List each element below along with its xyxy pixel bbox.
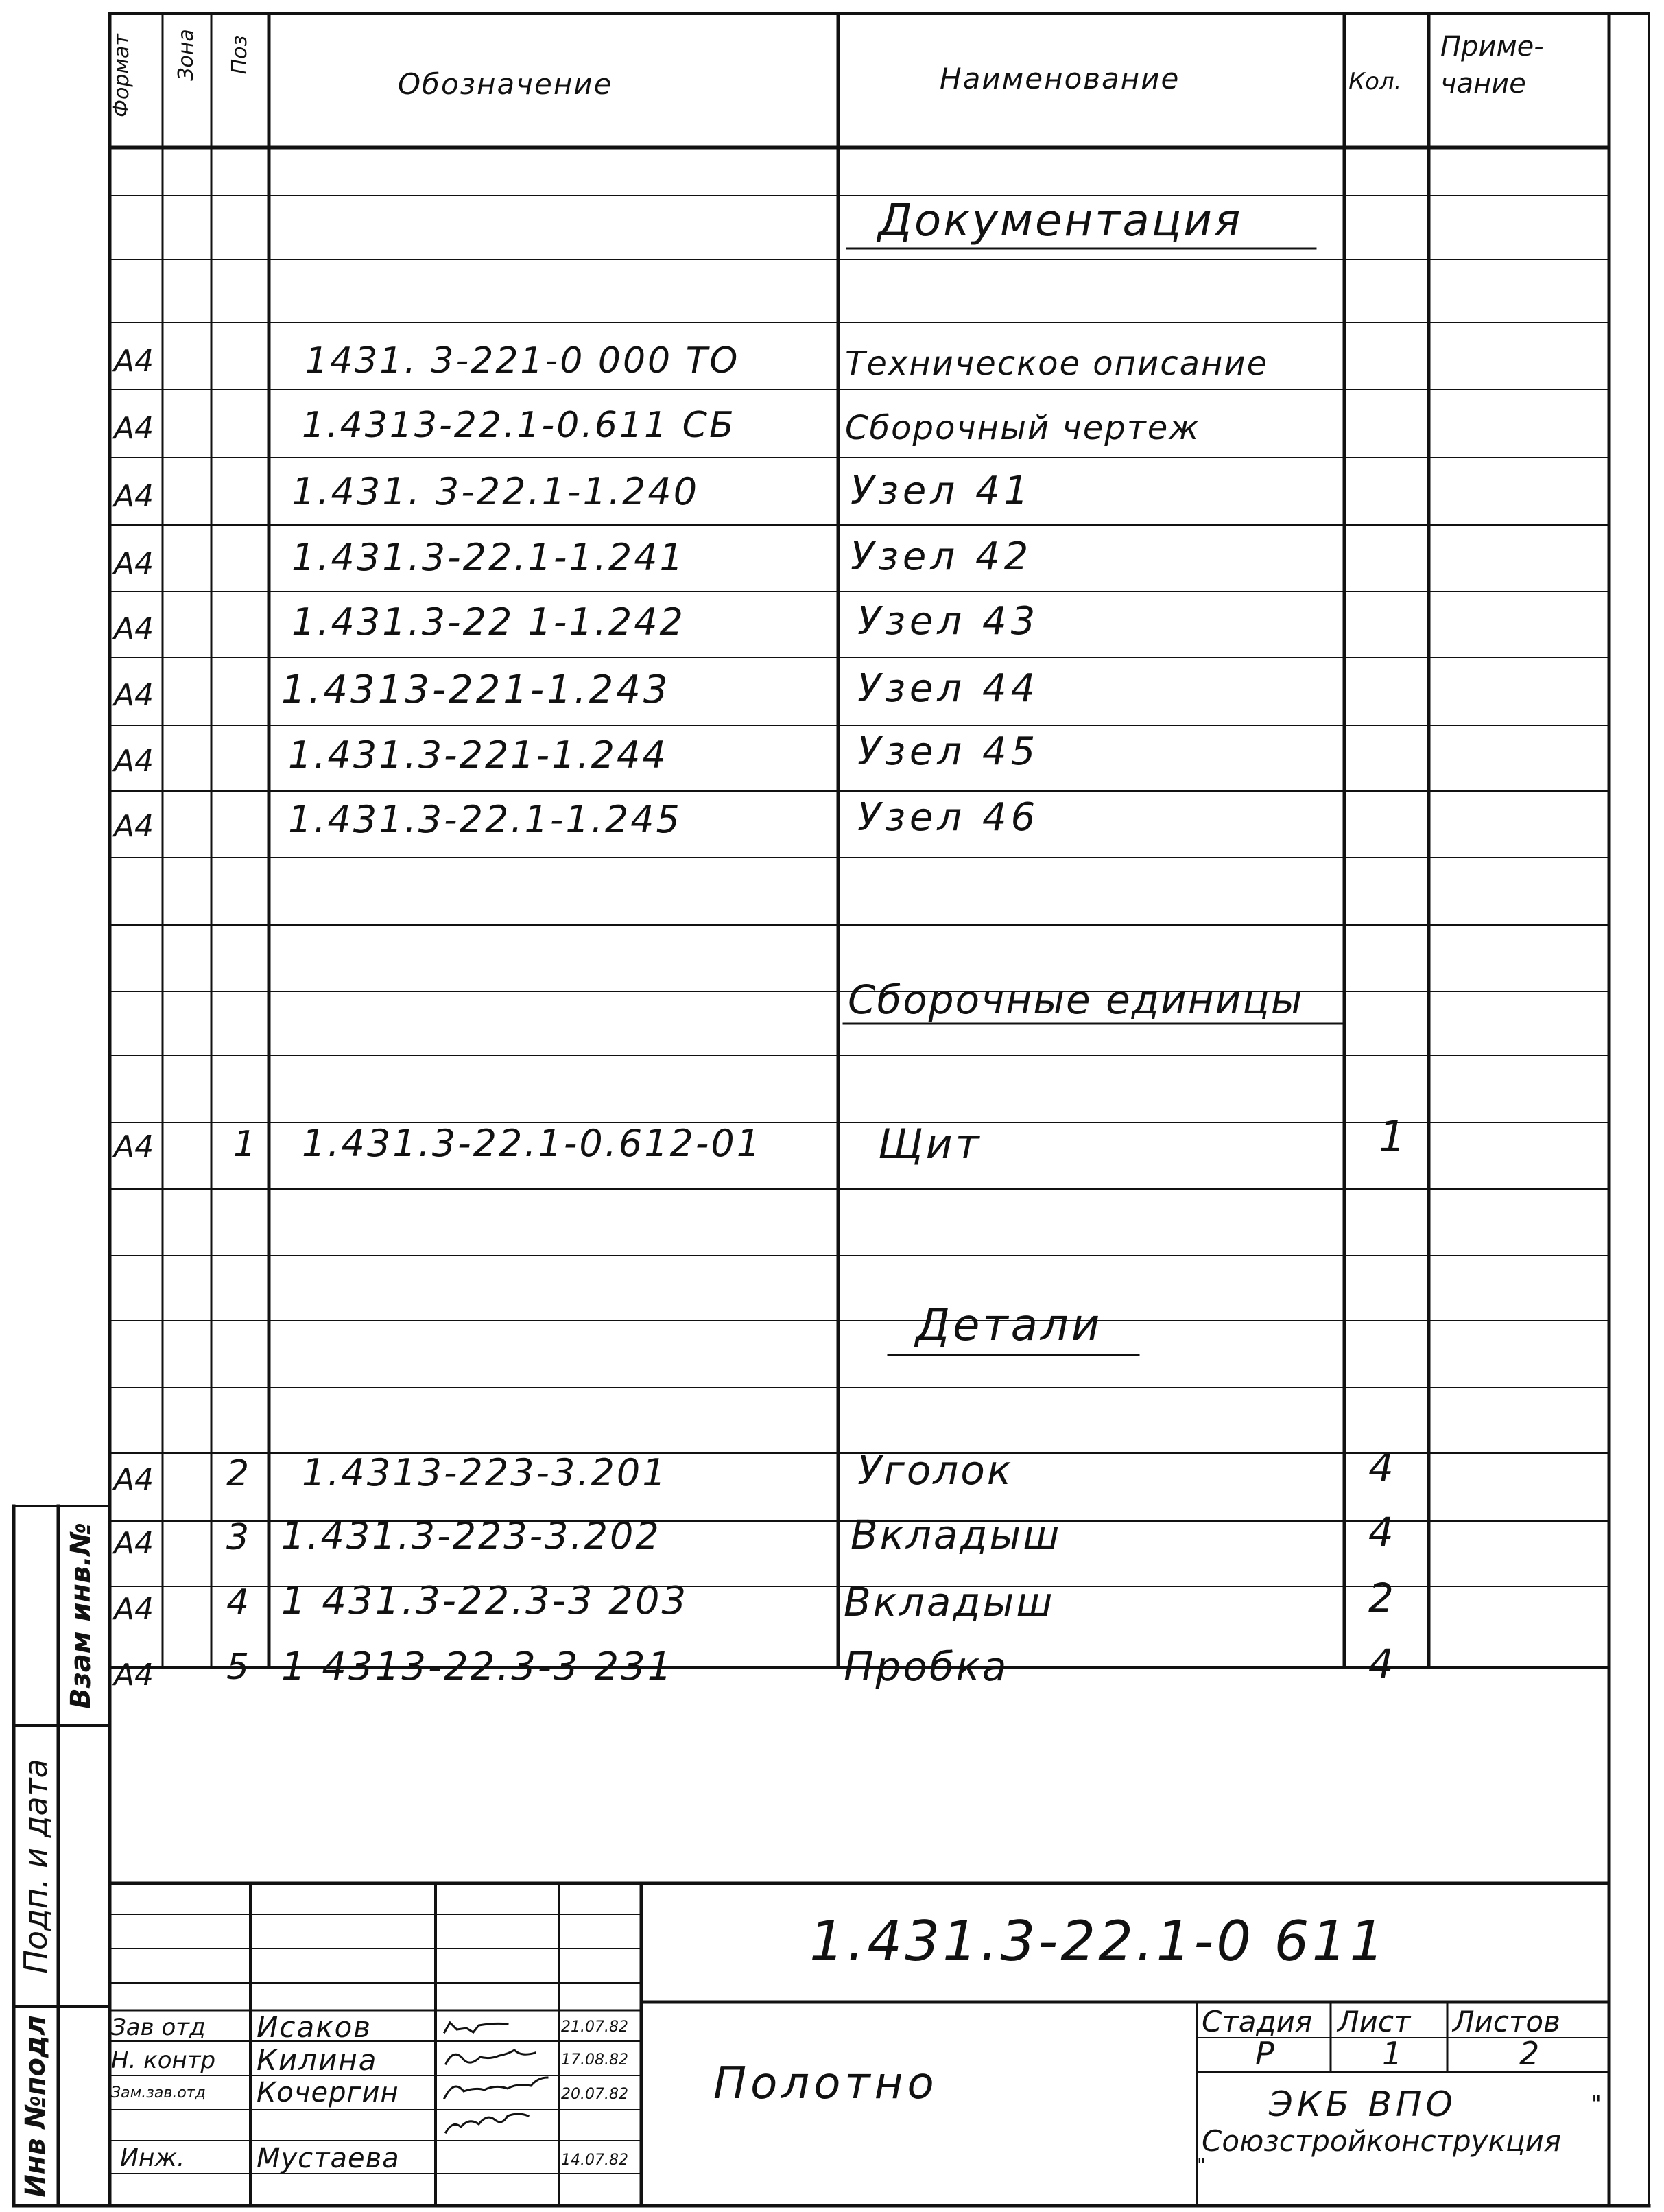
doc-row-format: А4 — [114, 611, 154, 646]
signer-date: 14.07.82 — [561, 2152, 628, 2169]
signer-name: Кочергин — [257, 2077, 399, 2108]
doc-row-name: Узел 46 — [857, 795, 1040, 840]
doc-row-name: Узел 45 — [857, 729, 1040, 774]
detail-row-qty: 2 — [1368, 1575, 1394, 1621]
document-title: Полотно — [713, 2058, 938, 2109]
doc-row-name: Узел 43 — [857, 599, 1040, 644]
doc-row-name: Сборочный чертеж — [845, 409, 1200, 447]
header-qty: Кол. — [1348, 68, 1402, 95]
doc-row-designation: 1.431.3-22.1-1.241 — [292, 536, 685, 579]
signer-date: 17.08.82 — [561, 2051, 628, 2069]
signer-role: Зам.зав.отд — [111, 2084, 206, 2102]
doc-row-format: А4 — [114, 411, 154, 446]
stage-label: Стадия — [1202, 2005, 1313, 2038]
doc-row-format: А4 — [114, 344, 154, 379]
doc-row-designation: 1.431.3-221-1.244 — [288, 733, 668, 777]
detail-row-qty: 4 — [1368, 1509, 1394, 1555]
detail-row-pos: 4 — [226, 1582, 250, 1623]
detail-row-name: Вкладыш — [851, 1511, 1062, 1558]
doc-row-name: Узел 42 — [851, 534, 1033, 579]
assembly-row-name: Щит — [878, 1120, 982, 1168]
detail-row-format: А4 — [114, 1462, 154, 1497]
detail-row-pos: 3 — [226, 1517, 250, 1558]
doc-row-format: А4 — [114, 479, 154, 514]
header-note-line2: чание — [1440, 68, 1526, 99]
detail-row-pos: 5 — [226, 1647, 250, 1688]
doc-row-designation: 1.431. 3-22.1-1.240 — [292, 470, 700, 513]
signature-mustaeva — [446, 2114, 528, 2132]
org-quote-open: " — [1197, 2154, 1206, 2176]
assembly-row-qty: 1 — [1379, 1111, 1406, 1162]
doc-row-format: А4 — [114, 809, 154, 844]
org-name-line2: Союзстройконструкция — [1202, 2124, 1562, 2158]
doc-row-designation: 1.4313-22.1-0.611 СБ — [302, 405, 736, 446]
signer-name: Мустаева — [257, 2143, 400, 2174]
header-format: Формат — [110, 34, 134, 117]
org-name-line1: ЭКБ ВПО — [1269, 2084, 1457, 2124]
assembly-row-format: А4 — [114, 1129, 154, 1164]
assembly-row-pos: 1 — [233, 1124, 257, 1165]
assembly-row-designation: 1.431.3-22.1-0.612-01 — [302, 1122, 763, 1165]
stage-value: Р — [1255, 2035, 1274, 2072]
sheet-value: 1 — [1382, 2035, 1403, 2072]
detail-row-name: Уголок — [857, 1447, 1013, 1494]
signer-role: Инж. — [120, 2144, 185, 2172]
sheets-value: 2 — [1519, 2035, 1540, 2072]
header-zone: Зона — [174, 29, 198, 81]
doc-row-name: Узел 41 — [851, 469, 1033, 513]
side-label-replace-inv: Взам инв.№ — [65, 1522, 97, 1709]
doc-row-designation: 1431. 3-221-0 000 ТО — [305, 340, 740, 381]
org-quote-close: " — [1591, 2091, 1602, 2117]
section-assembly-units: Сборочные единицы — [848, 976, 1304, 1023]
doc-row-format: А4 — [114, 678, 154, 713]
signature-kilina — [446, 2050, 535, 2064]
doc-row-designation: 1.4313-221-1.243 — [281, 668, 671, 712]
header-name: Наименование — [940, 62, 1180, 95]
side-label-inv-orig: Инв №подл — [20, 2015, 51, 2198]
section-documentation: Документация — [878, 196, 1243, 246]
header-note-line1: Приме- — [1440, 31, 1544, 62]
detail-row-qty: 4 — [1368, 1640, 1394, 1687]
detail-row-designation: 1 4313-22.3-3 231 — [281, 1645, 674, 1689]
signer-name: Исаков — [257, 2010, 372, 2044]
detail-row-designation: 1.431.3-223-3.202 — [281, 1514, 661, 1557]
detail-row-qty: 4 — [1368, 1444, 1394, 1491]
section-details: Детали — [916, 1300, 1103, 1351]
doc-row-name: Техническое описание — [845, 344, 1269, 383]
detail-row-name: Вкладыш — [844, 1579, 1055, 1625]
sheets-label: Листов — [1453, 2005, 1560, 2038]
doc-row-format: А4 — [114, 744, 154, 779]
doc-row-format: А4 — [114, 546, 154, 581]
detail-row-name: Пробка — [844, 1643, 1009, 1690]
signer-date: 21.07.82 — [561, 2019, 628, 2036]
signer-date: 20.07.82 — [561, 2086, 628, 2103]
doc-row-designation: 1.431.3-22 1-1.242 — [292, 600, 685, 644]
doc-row-name: Узел 44 — [857, 666, 1040, 711]
signature-kochergin — [444, 2078, 547, 2098]
detail-row-designation: 1 431.3-22.3-3 203 — [281, 1579, 689, 1623]
detail-row-format: А4 — [114, 1526, 154, 1561]
signature-isakov — [444, 2023, 508, 2032]
signer-role: Зав отд — [111, 2014, 206, 2041]
detail-row-format: А4 — [114, 1658, 154, 1693]
header-pos: Поз — [228, 35, 252, 75]
header-designation: Обозначение — [398, 67, 613, 101]
detail-row-designation: 1.4313-223-3.201 — [302, 1451, 668, 1494]
sheet-label: Лист — [1338, 2005, 1411, 2038]
signer-role: Н. контр — [111, 2047, 216, 2074]
document-code: 1.431.3-22.1-0 611 — [809, 1909, 1388, 1973]
detail-row-format: А4 — [114, 1592, 154, 1627]
signer-name: Килина — [257, 2043, 378, 2077]
side-label-sign-date: Подп. и дата — [17, 1758, 54, 1974]
doc-row-designation: 1.431.3-22.1-1.245 — [288, 798, 682, 841]
detail-row-pos: 2 — [226, 1453, 250, 1494]
